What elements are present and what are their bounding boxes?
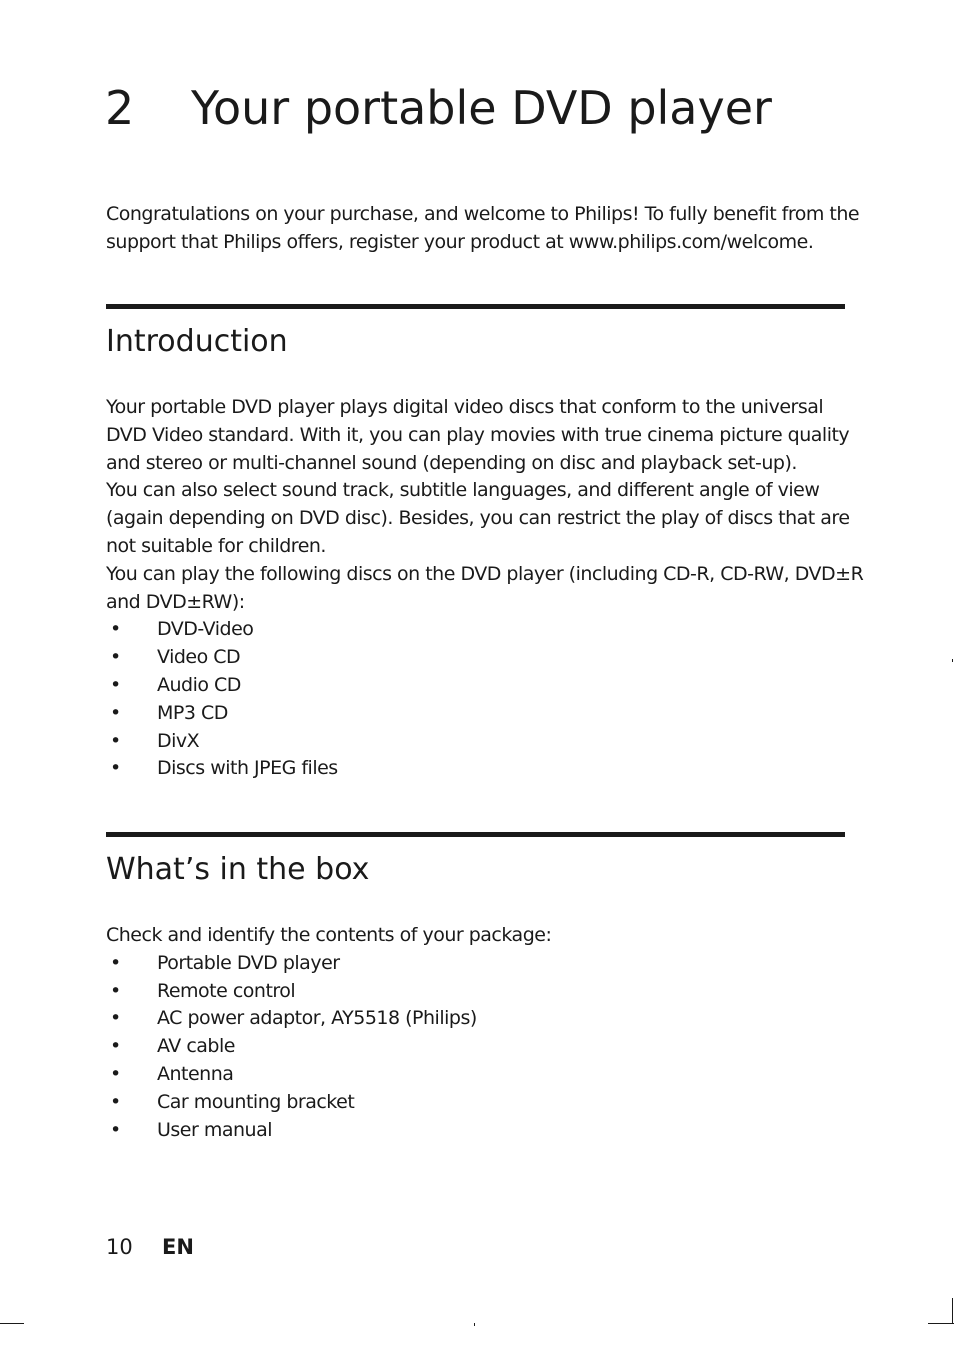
bullet-icon: • [110,1118,121,1141]
section-rule-introduction [106,304,845,309]
bullet-icon: • [110,729,121,752]
bullet-icon: • [110,1090,121,1113]
introduction-heading: Introduction [106,324,288,359]
list-item: • Audio CD [106,672,866,700]
bullet-icon: • [110,757,121,780]
bullet-icon: • [110,701,121,724]
bullet-icon: • [110,1062,121,1085]
bullet-icon: • [110,618,121,641]
introduction-paragraph-1: Your portable DVD player plays digital video discs that conform to the universal DVD Video standard. With it, you can play movies with true cinema picture quality and stereo or multi-channel sound (depending on disc and playback set-up). [106,396,850,474]
list-item: • DVD-Video [106,616,866,644]
list-item: • User manual [106,1117,866,1145]
section-rule-box [106,832,845,837]
list-item: • AV cable [106,1033,866,1061]
box-heading: What’s in the box [106,852,370,887]
disc-list [106,616,866,783]
list-item: • DivX [106,728,866,756]
welcome-paragraph: Congratulations on your purchase, and welcome to Philips! To fully benefit from the support that Philips offers, register your product at www.philips.com/welcome. [106,203,860,253]
bullet-icon: • [110,1007,121,1030]
list-item: • Antenna [106,1061,866,1089]
introduction-paragraph-2: You can also select sound track, subtitle languages, and different angle of view (again depending on DVD disc). Besides, you can restrict the play of discs that are not suitable for children. [106,479,850,557]
list-item: • Discs with JPEG files [106,755,866,783]
list-item: • AC power adaptor, AY5518 (Philips) [106,1005,866,1033]
bullet-icon: • [110,1035,121,1058]
box-body [106,922,866,1144]
crop-mark-right-center [952,659,953,662]
list-item: • Car mounting bracket [106,1089,866,1117]
crop-mark-bottom-center [474,1323,475,1326]
box-contents-list [106,950,866,1145]
chapter-title: Your portable DVD player [191,81,772,135]
page-number: 10 [106,1235,133,1259]
list-item: • Portable DVD player [106,950,866,978]
list-item: • Remote control [106,978,866,1006]
introduction-body [106,394,866,783]
crop-mark-bottom-right-h [928,1323,954,1324]
crop-mark-bottom-left [0,1323,24,1324]
crop-mark-bottom-right-v [952,1298,953,1324]
bullet-icon: • [110,951,121,974]
list-item: • Video CD [106,644,866,672]
chapter-heading [105,78,772,138]
introduction-paragraph-3: You can play the following discs on the DVD player (including CD-R, CD-RW, DVD±R and DVD±RW): [106,562,864,613]
page-footer [106,1233,194,1261]
bullet-icon: • [110,673,121,696]
bullet-icon: • [110,979,121,1002]
bullet-icon: • [110,646,121,669]
chapter-number: 2 [105,81,135,135]
language-code: EN [162,1235,194,1259]
list-item: • MP3 CD [106,700,866,728]
box-lead: Check and identify the contents of your package: [106,924,552,946]
